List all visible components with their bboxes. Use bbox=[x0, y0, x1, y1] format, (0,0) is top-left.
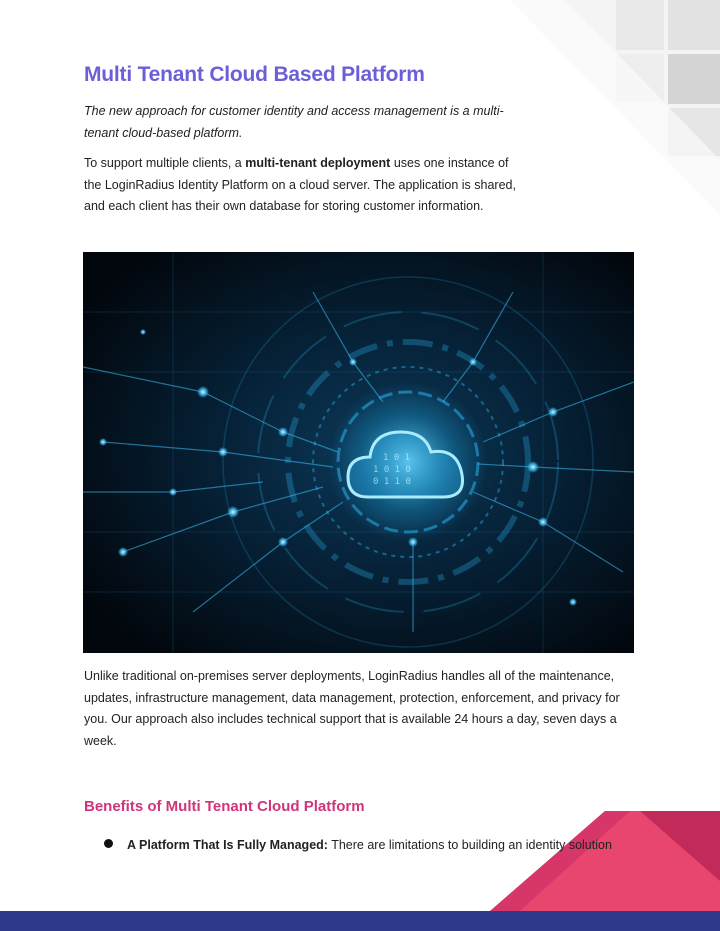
bullet-icon bbox=[104, 839, 113, 848]
page-subtitle: The new approach for customer identity and access management is a multi-tenant cloud-based platform. bbox=[84, 104, 504, 140]
body-paragraph: Unlike traditional on-premises server deployments, LoginRadius handles all of the maintenance, updates, infrastructure management, data management, protection, enforcement, and privacy for you. Our approach also includes technical support that is available 24 hours a day, seven days a week. bbox=[84, 669, 620, 748]
svg-text:1 0 1 0: 1 0 1 0 bbox=[373, 465, 411, 475]
page-title: Multi Tenant Cloud Based Platform bbox=[84, 63, 425, 86]
footer-bar bbox=[0, 911, 720, 931]
list-item bbox=[104, 835, 664, 855]
svg-text:0 1 1 0: 0 1 1 0 bbox=[373, 477, 411, 487]
intro-text-start: To support multiple clients, a bbox=[84, 156, 246, 170]
hero-image-cloud-network bbox=[83, 252, 634, 653]
svg-text:1 0 1: 1 0 1 bbox=[383, 453, 411, 463]
intro-bold-term: multi-tenant deployment bbox=[245, 156, 391, 170]
section-heading: Benefits of Multi Tenant Cloud Platform bbox=[84, 798, 365, 815]
intro-text-end: uses one instance of the LoginRadius Identity Platform on a cloud server. The application is shared, and each client has their own database for storing customer information. bbox=[84, 156, 516, 213]
bullet-bold-label: A Platform That Is Fully Managed: bbox=[127, 838, 328, 852]
intro-paragraph bbox=[84, 153, 524, 218]
bullet-text: There are limitations to building an identity solution bbox=[327, 838, 612, 852]
